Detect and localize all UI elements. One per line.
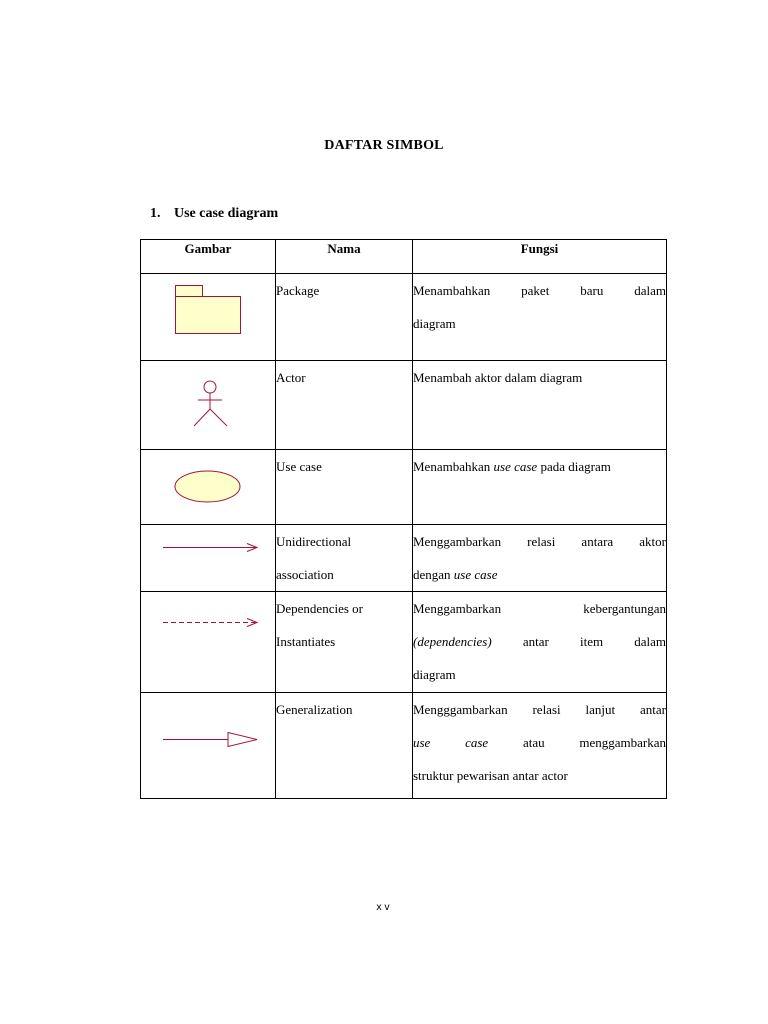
name-cell <box>276 274 413 361</box>
section-number: 1. <box>150 206 161 221</box>
use-case-icon <box>141 450 276 524</box>
function-cell <box>413 450 667 525</box>
function-line <box>413 307 666 340</box>
symbol-name-line: Generalization <box>276 702 353 717</box>
function-line <box>413 592 666 625</box>
function-cell <box>413 274 667 361</box>
function-line <box>413 726 666 759</box>
page-number: xv <box>375 902 393 913</box>
function-text: Menambah aktor dalam diagram <box>413 370 583 385</box>
header-nama: Nama <box>276 240 413 274</box>
table-row <box>141 592 667 693</box>
symbol-cell <box>141 525 276 592</box>
symbol-cell <box>141 274 276 361</box>
function-text: pada diagram <box>537 459 611 474</box>
symbol-table <box>140 239 667 799</box>
symbol-name-line: Unidirectional <box>276 534 352 549</box>
name-cell <box>276 450 413 525</box>
symbol-name-line: Instantiates <box>276 634 336 649</box>
function-line <box>413 693 666 726</box>
symbol-name-line: Actor <box>276 370 306 385</box>
dependency-icon <box>141 592 276 692</box>
symbol-name-line: Package <box>276 283 320 298</box>
function-line <box>413 759 666 792</box>
function-text: diagram <box>413 316 456 331</box>
function-cell <box>413 693 667 799</box>
function-line <box>413 658 666 691</box>
italic-term: use case <box>453 567 498 582</box>
function-cell <box>413 525 667 592</box>
function-text: Menggambarkan relasi antara aktor <box>413 534 666 549</box>
symbol-name-line: association <box>276 567 334 582</box>
function-cell <box>413 361 667 450</box>
symbol-name-line: Use case <box>276 459 322 474</box>
function-text: struktur pewarisan antar actor <box>413 768 568 783</box>
function-line <box>413 625 666 658</box>
section-label: Use case diagram <box>174 206 279 221</box>
actor-icon <box>141 361 276 449</box>
function-text: atau menggambarkan <box>488 735 666 750</box>
function-text: Menggambarkan kebergantungan <box>413 601 666 616</box>
table-header-row <box>141 240 667 274</box>
table-row <box>141 450 667 525</box>
function-line <box>413 450 666 483</box>
table-row <box>141 361 667 450</box>
function-line <box>413 274 666 307</box>
italic-term: use case <box>413 735 489 750</box>
function-text: Mengggambarkan relasi lanjut antar <box>413 702 666 717</box>
function-cell <box>413 592 667 693</box>
unidirectional-association-icon <box>141 525 276 591</box>
function-line <box>413 558 666 591</box>
header-gambar: Gambar <box>141 240 276 274</box>
function-text: diagram <box>413 667 456 682</box>
symbol-cell <box>141 693 276 799</box>
function-text: Menambahkan <box>413 459 494 474</box>
page-title: DAFTAR SIMBOL <box>324 138 444 153</box>
italic-term: (dependencies) <box>413 634 492 649</box>
symbol-cell <box>141 450 276 525</box>
symbol-cell <box>141 592 276 693</box>
symbol-name-line: Dependencies or <box>276 601 363 616</box>
table-row <box>141 693 667 799</box>
function-text: Menambahkan paket baru dalam <box>413 283 666 298</box>
function-text: antar item dalam <box>491 634 666 649</box>
name-cell <box>276 693 413 799</box>
header-fungsi: Fungsi <box>413 240 667 274</box>
name-cell <box>276 525 413 592</box>
function-line <box>413 361 666 394</box>
package-icon <box>141 274 276 360</box>
generalization-icon <box>141 693 276 798</box>
name-cell <box>276 361 413 450</box>
table-row <box>141 274 667 361</box>
function-line <box>413 525 666 558</box>
name-cell <box>276 592 413 693</box>
symbol-cell <box>141 361 276 450</box>
table-row <box>141 525 667 592</box>
function-text: dengan <box>413 567 454 582</box>
section-heading <box>150 206 278 222</box>
italic-term: use case <box>493 459 538 474</box>
